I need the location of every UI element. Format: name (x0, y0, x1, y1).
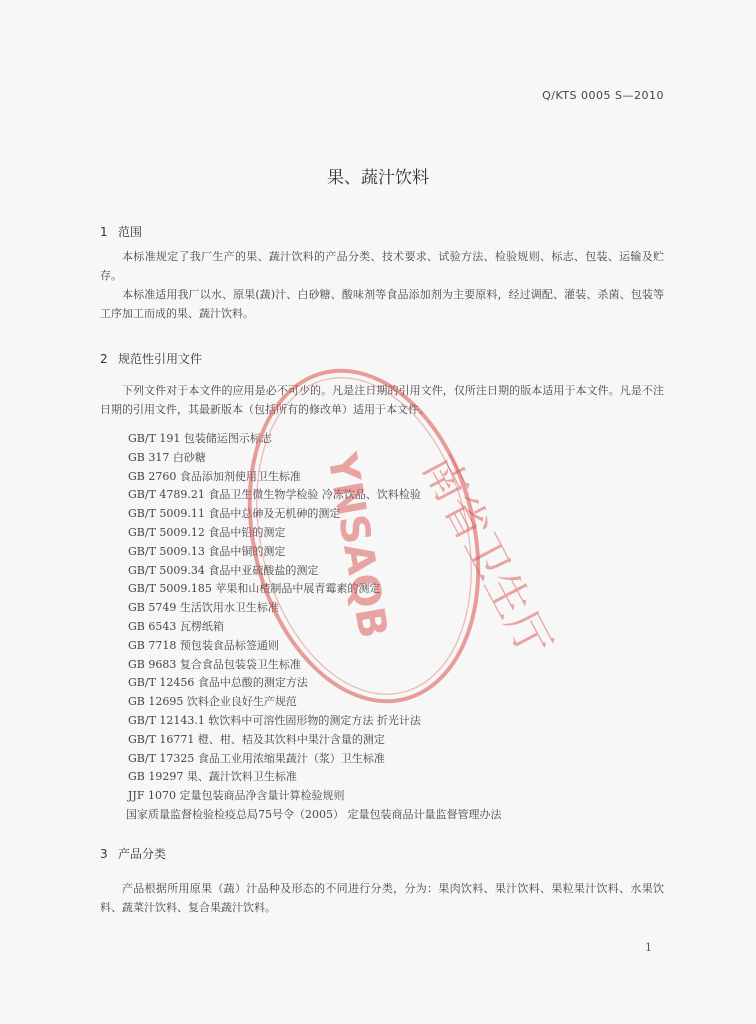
reference-item: GB/T 5009.11 食品中总砷及无机砷的测定 (128, 507, 341, 521)
page-number: 1 (645, 941, 652, 954)
section-heading-scope (100, 223, 142, 240)
reference-item: GB 19297 果、蔬汁饮料卫生标准 (128, 770, 297, 784)
reference-item: JJF 1070 定量包装商品净含量计算检验规则 (128, 789, 345, 803)
scope-paragraph-2: 本标准适用我厂以水、原果(蔬)汁、白砂糖、酸味剂等食品添加剂为主要原料，经过调配、灌装、杀菌、包装等工序加工而成的果、蔬汁饮料。 (100, 288, 664, 320)
section-title: 产品分类 (118, 847, 167, 861)
reference-item: GB/T 4789.21 食品卫生微生物学检验 冷冻饮品、饮料检验 (128, 488, 421, 502)
reference-item: GB/T 5009.34 食品中亚硫酸盐的测定 (128, 563, 319, 577)
reference-item: GB 5749 生活饮用水卫生标准 (128, 601, 279, 615)
reference-item: GB/T 5009.185 苹果和山楂制品中展青霉素的测定 (128, 582, 381, 596)
reference-item: GB/T 191 包装储运图示标志 (128, 432, 272, 445)
reference-item: GB/T 12143.1 软饮料中可溶性固形物的测定方法 折光计法 (128, 713, 421, 727)
section-number: 1 (100, 225, 108, 239)
section-heading-references (100, 350, 202, 367)
reference-item: GB 317 白砂糖 (128, 450, 206, 464)
reference-list (128, 430, 502, 825)
section-heading-classification (100, 845, 166, 862)
seal-text-top: 南省卫生厅 (412, 447, 561, 666)
document-title: 果、蔬汁饮料 (327, 168, 429, 188)
reference-item: GB 12695 饮料企业良好生产规范 (128, 695, 297, 709)
classification-paragraph: 产品根据所用原果（蔬）汁品种及形态的不同进行分类，分为：果肉饮料、果汁饮料、果粒果汁饮料、水果饮料、蔬菜汁饮料、复合果蔬汁饮料。 (100, 882, 664, 914)
reference-item: GB/T 5009.13 食品中铜的测定 (128, 544, 286, 558)
reference-item: GB 6543 瓦楞纸箱 (128, 619, 224, 633)
scope-paragraph-1: 本标准规定了我厂生产的果、蔬汁饮料的产品分类、技术要求、试验方法、检验规则、标志、包装、运输及贮存。 (100, 250, 664, 282)
reference-item: 国家质量监督检验检疫总局75号令（2005） 定量包装商品计量监督管理办法 (126, 807, 502, 821)
section-title: 规范性引用文件 (118, 352, 203, 366)
references-paragraph: 下列文件对于本文件的应用是必不可少的。凡是注日期的引用文件，仅所注日期的版本适用于本文件。凡是不注日期的引用文件，其最新版本（包括所有的修改单）适用于本文件。 (100, 384, 664, 416)
section-title: 范围 (118, 225, 143, 239)
reference-item: GB/T 5009.12 食品中铅的测定 (128, 525, 286, 539)
document-code: Q/KTS 0005 S—2010 (542, 89, 664, 102)
reference-item: GB 9683 复合食品包装袋卫生标准 (128, 657, 301, 671)
reference-item: GB 7718 预包装食品标签通则 (128, 638, 279, 652)
reference-item: GB/T 12456 食品中总酸的测定方法 (128, 676, 308, 690)
reference-item: GB 2760 食品添加剂使用卫生标准 (128, 469, 301, 483)
section-number: 2 (100, 352, 108, 366)
seal-text-mid: YNSAQB (318, 449, 396, 642)
section-number: 3 (100, 847, 108, 861)
reference-item: GB/T 16771 橙、柑、桔及其饮料中果汁含量的测定 (128, 732, 385, 746)
reference-item: GB/T 17325 食品工业用浓缩果蔬汁（浆）卫生标准 (128, 751, 385, 765)
